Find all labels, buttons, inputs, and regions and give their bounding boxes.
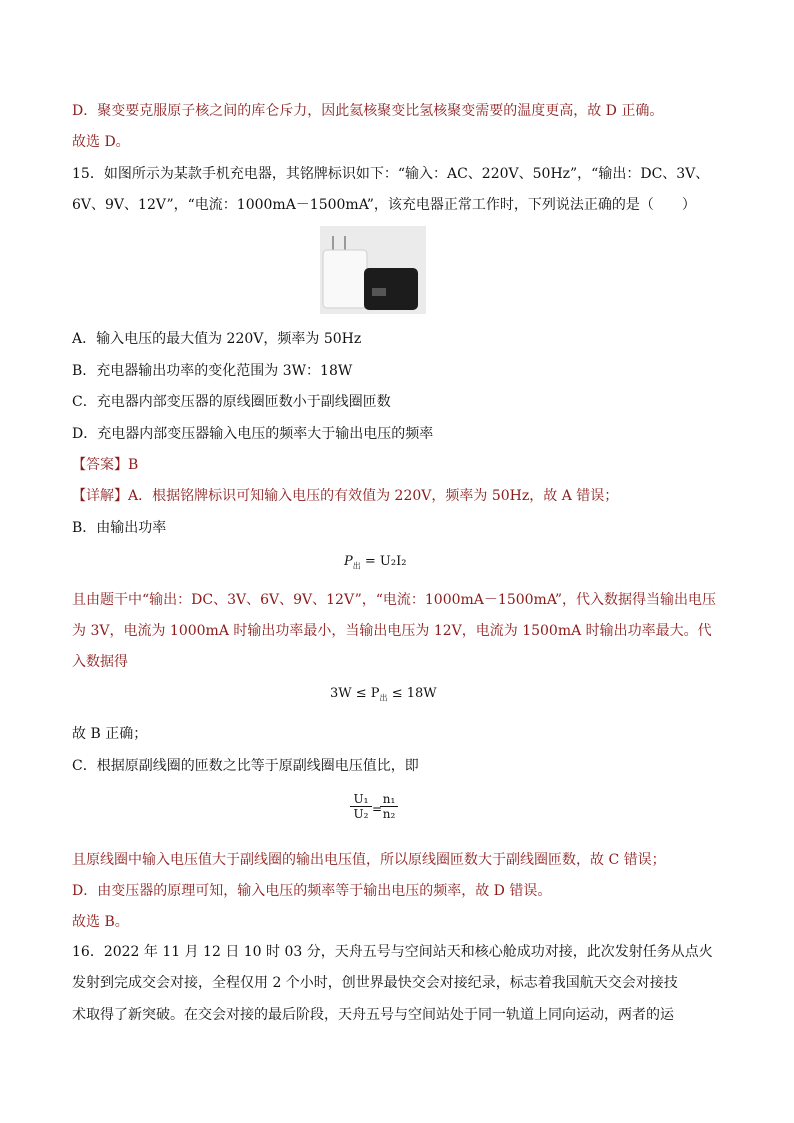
detail-c: C．根据原副线圈的匝数之比等于原副线圈电压值比，即: [72, 758, 419, 774]
paragraph-line-2: 为 3V，电流为 1000mA 时输出功率最小，当输出电压为 12V，电流为 1500mA 时输出功率最大。代: [72, 623, 712, 639]
equation-power-range: $3W \le P_出 \le 18W$: [330, 686, 437, 703]
equation-output-power: $P_出 = U_2I_2$: [344, 554, 407, 571]
option-c: C．充电器内部变压器的原线圈匝数小于副线圈匝数: [72, 394, 391, 410]
d-wrong: D．由变压器的原理可知，输入电压的频率等于输出电压的频率，故 D 错误。: [72, 883, 552, 899]
option-b: B．充电器输出功率的变化范围为 3W：18W: [72, 363, 353, 379]
charger-illustration: [320, 226, 426, 314]
detail-b: B．由输出功率: [72, 520, 167, 536]
question-16-line-1: 16．2022 年 11 月 12 日 10 时 03 分，天舟五号与空间站天和核心舱成功对接，此次发射任务从点火: [72, 944, 713, 960]
detail-label: 【详解】: [72, 488, 128, 504]
question-16-line-3: 术取得了新突破。在交会对接的最后阶段，天舟五号与空间站处于同一轨道上同向运动，两者的运: [72, 1007, 674, 1023]
question-15-line-1: 15．如图所示为某款手机充电器，其铭牌标识如下：“输入：AC、220V、50Hz”，“输出：DC、3V、: [72, 166, 710, 182]
paragraph-line-1: 且由题干中“输出：DC、3V、6V、9V、12V”，“电流：1000mA－1500mA”，代入数据得当输出电压: [72, 592, 717, 608]
question-16-line-2: 发射到完成交会对接，全程仅用 2 个小时，创世界最快交会对接纪录，标志着我国航天交会对接技: [72, 975, 678, 991]
b-correct: 故 B 正确；: [72, 726, 148, 742]
c-wrong: 且原线圈中输入电压值大于副线圈的输出电压值，所以原线圈匝数大于副线圈匝数，故 C 错误；: [72, 852, 666, 868]
fraction-u: $\frac{\text{U₁}}{\text{U₂}}$: [350, 792, 372, 821]
fraction-equals: =: [372, 802, 383, 816]
charger-photo: [320, 226, 426, 314]
choose-b: 故选 B。: [72, 914, 129, 930]
option-a: A．输入电压的最大值为 220V，频率为 50Hz: [72, 331, 362, 347]
fraction-n: $\frac{\text{n₁}}{\text{n₂}}$: [380, 792, 398, 821]
detail-a: A．根据铭牌标识可知输入电压的有效值为 220V，频率为 50Hz，故 A 错误；: [128, 488, 619, 504]
question-15-line-2: 6V、9V、12V”，“电流：1000mA－1500mA”，该充电器正常工作时，下列说法正确的是（ ）: [72, 197, 696, 213]
paragraph-line-3: 入数据得: [72, 654, 128, 670]
option-d: D．充电器内部变压器输入电压的频率大于输出电压的频率: [72, 426, 434, 442]
detail-a-line: [72, 486, 618, 506]
answer: 【答案】B: [72, 457, 139, 473]
choose-d: 故选 D。: [72, 134, 130, 150]
solution-d-previous: D．聚变要克服原子核之间的库仑斥力，因此氦核聚变比氢核聚变需要的温度更高，故 D 正确。: [72, 103, 664, 119]
